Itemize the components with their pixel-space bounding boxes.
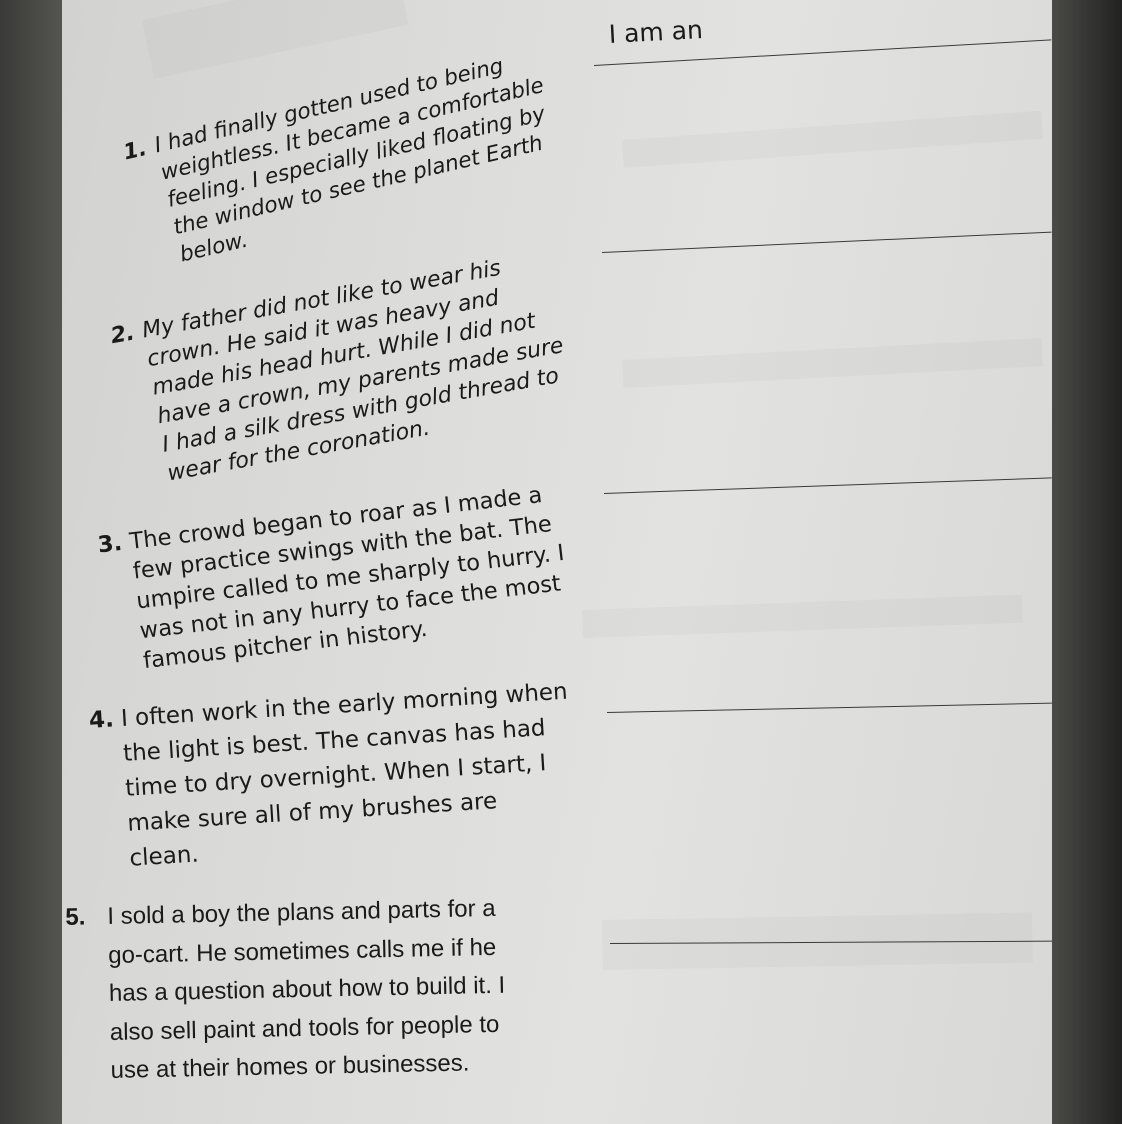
item-number: 4. [88,706,115,734]
item-number: 5. [65,903,86,931]
passage-item-3 [96,473,622,676]
worksheet-page [62,0,1052,1124]
passage-text: I sold a boy the plans and parts for a go-cart. He sometimes calls me if he has a question about how to build it. I also sell paint and tools for people to use at their homes or businesses. [107,894,506,1084]
passage-text: My father did not like to wear his crown. He said it was heavy and made his head hurt. While I did not have a crown, my parents made sure I had a silk dress with gold thread to wear for the coronation. [140,255,566,487]
passage-text: The crowd began to roar as I made a few practice swings with the bat. The umpire called to me sharply to hurry. I was not in any hurry to face the most famous pitcher in history. [128,482,566,675]
answer-line-4[interactable] [607,703,1052,713]
passage-text: I often work in the early morning when the light is best. The canvas has had time to dry overnight. When I start, I make sure all of my brushes are clean. [120,678,569,872]
background-edge-right [1052,0,1122,1124]
bleed-through-shadow [622,111,1043,168]
item-number: 1. [121,135,150,166]
passage-item-2 [108,237,623,488]
item-number: 2. [108,320,137,350]
bleed-through-shadow [142,0,409,79]
passage-item-5 [65,888,611,1091]
bleed-through-shadow [582,595,1023,638]
passage-text: I had finally gotten used to being weightless. It became a comfortable feeling. I especially liked floating by the window to see the planet Earth below. [152,53,548,268]
answer-prompt: I am an [608,15,704,49]
passage-item-1 [121,34,612,269]
background-edge-left [0,0,62,1124]
item-number: 3. [96,529,124,559]
bleed-through-shadow [622,338,1043,388]
answer-line-2[interactable] [602,232,1052,253]
answer-line-3[interactable] [604,477,1052,494]
passage-item-4 [88,672,620,877]
